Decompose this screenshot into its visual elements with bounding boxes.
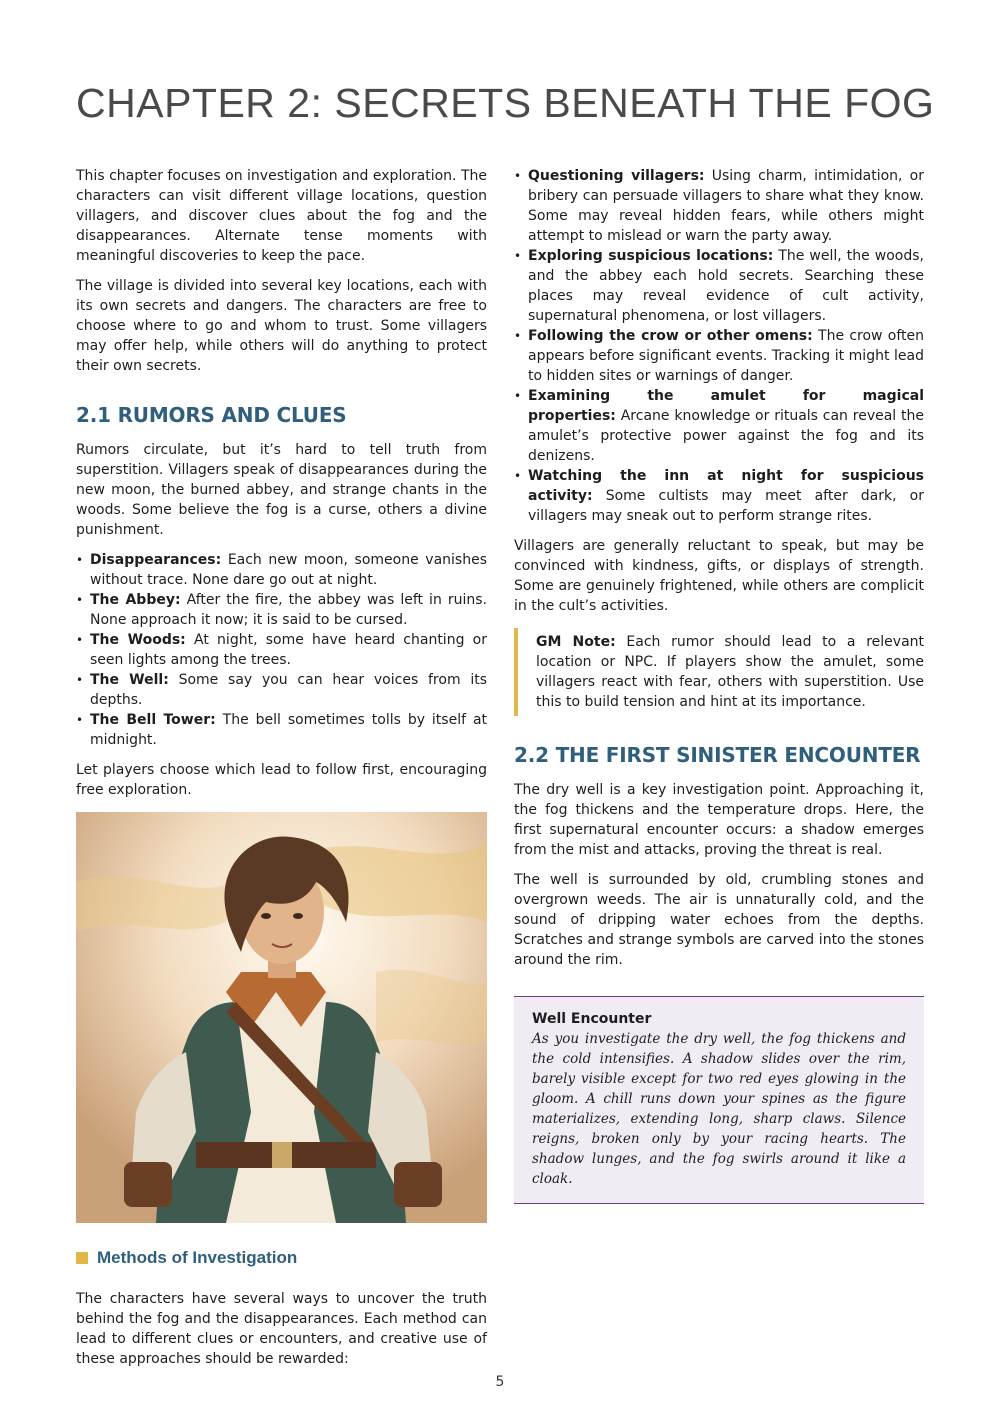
list-item-term: Disappearances: (90, 552, 222, 568)
gm-note-paragraph (536, 632, 924, 712)
list-item-term: Following the crow or other omens: (528, 328, 813, 344)
rumors-outro: Let players choose which lead to follow first, encouraging free exploration. (76, 762, 487, 798)
list-item-term: Exploring suspicious locations: (528, 248, 774, 264)
rumors-intro: Rumors circulate, but it’s hard to tell truth from superstition. Villagers speak of disappearances during the new moon, the burned abbey, and strange chants in the woods. Some believe the fog is a curse, others a divine punishment. (76, 442, 487, 538)
page-number: 5 (495, 1374, 505, 1390)
methods-list (514, 166, 924, 526)
list-item (76, 670, 487, 710)
methods-outro: Villagers are generally reluctant to speak, but may be convinced with kindness, gifts, or displays of strength. Some are genuinely frightened, while others are complicit in the cult’s activities. (514, 538, 924, 614)
encounter-box-title: Well Encounter (532, 1011, 652, 1027)
gm-note-text: Each rumor should lead to a relevant location or NPC. If players show the amulet, some villagers react with fear, others with superstition. Use this to build tension and hint at its importance. (536, 634, 925, 710)
list-item (514, 386, 924, 466)
list-item-text: At night, some have heard chanting or seen lights among the trees. (90, 632, 487, 668)
list-item-text: Using charm, intimidation, or bribery can persuade villagers to share what they know. Some may reveal hidden fears, while others might attempt to mislead or warn the party away. (528, 168, 925, 244)
intro-paragraph-2: The village is divided into several key locations, each with its own secrets and dangers. The characters are free to choose where to go and whom to trust. Some villagers may offer help, while others will do anything to protect their own secrets. (76, 278, 487, 374)
methods-intro: The characters have several ways to uncover the truth behind the fog and the disappearances. Each method can lead to different clues or encounters, and creative use of these approaches should be rewarded: (76, 1291, 487, 1367)
list-item (514, 246, 924, 326)
list-item-text: Arcane knowledge or rituals can reveal the amulet’s protective power against the fog and its denizens. (528, 408, 924, 464)
list-item-text: The bell sometimes tolls by itself at midnight. (90, 712, 488, 748)
right-column (514, 166, 924, 1204)
list-item-text: After the fire, the abbey was left in ruins. None approach it now; it is said to be cursed. (90, 592, 487, 628)
character-illustration (76, 812, 487, 1223)
list-item-term: Watching the inn at night for suspicious activity: (528, 468, 924, 504)
list-item (76, 590, 487, 630)
list-item (514, 326, 924, 386)
encounter-box-text: As you investigate the dry well, the fog thickens and the cold intensifies. A shadow slides over the rim, barely visible except for two red eyes glowing in the gloom. A chill runs down your spines as the figure materializes, extending long, sharp claws. Silence reigns, broken only by your racing hearts. The shadow lunges, and the fog swirls around it like a cloak. (532, 1031, 906, 1187)
list-item (76, 630, 487, 670)
gm-note (514, 628, 924, 716)
list-item (76, 710, 487, 750)
list-item-text: Each new moon, someone vanishes without trace. None dare go out at night. (90, 552, 487, 588)
left-column (76, 166, 487, 1379)
list-item-term: The Bell Tower: (90, 712, 216, 728)
list-item-text: Some say you can hear voices from its depths. (90, 672, 488, 708)
gm-note-label: GM Note: (536, 634, 616, 650)
intro-paragraph-1: This chapter focuses on investigation and exploration. The characters can visit different village locations, question villagers, and discover clues about the fog and the disappearances. Alternate tense moments with meaningful discoveries to keep the pace. (76, 168, 487, 264)
section-heading-encounter: 2.2 THE FIRST SINISTER ENCOUNTER (514, 743, 921, 767)
square-bullet-icon (76, 1252, 88, 1264)
methods-heading-label: Methods of Investigation (97, 1248, 298, 1267)
rumors-list (76, 550, 487, 750)
methods-heading (76, 1247, 487, 1269)
list-item-text: The well, the woods, and the abbey each hold secrets. Searching these places may reveal evidence of cult activity, supernatural phenomena, or lost villagers. (528, 248, 924, 324)
list-item-text: Some cultists may meet after dark, or villagers may sneak out to perform strange rites. (528, 488, 924, 524)
list-item-term: Questioning villagers: (528, 168, 705, 184)
list-item (76, 550, 487, 590)
list-item-term: Examining the amulet for magical properties: (528, 388, 924, 424)
list-item (514, 166, 924, 246)
list-item-term: The Woods: (90, 632, 186, 648)
list-item (514, 466, 924, 526)
list-item-text: The crow often appears before significant events. Tracking it might lead to hidden sites or warnings of danger. (528, 328, 924, 384)
page-title: CHAPTER 2: SECRETS BENEATH THE FOG (76, 80, 935, 126)
encounter-read-aloud-box (514, 996, 924, 1204)
adventurer-illustration (76, 812, 487, 1223)
encounter-paragraph-2: The well is surrounded by old, crumbling stones and overgrown weeds. The air is unnaturally cold, and the sound of dripping water echoes from the depths. Scratches and strange symbols are carved into the stones around the rim. (514, 872, 924, 968)
encounter-paragraph-1: The dry well is a key investigation point. Approaching it, the fog thickens and the temperature drops. Here, the first supernatural encounter occurs: a shadow emerges from the mist and attacks, proving the threat is real. (514, 782, 924, 858)
section-heading-rumors: 2.1 RUMORS AND CLUES (76, 403, 347, 427)
list-item-term: The Well: (90, 672, 169, 688)
list-item-term: The Abbey: (90, 592, 181, 608)
